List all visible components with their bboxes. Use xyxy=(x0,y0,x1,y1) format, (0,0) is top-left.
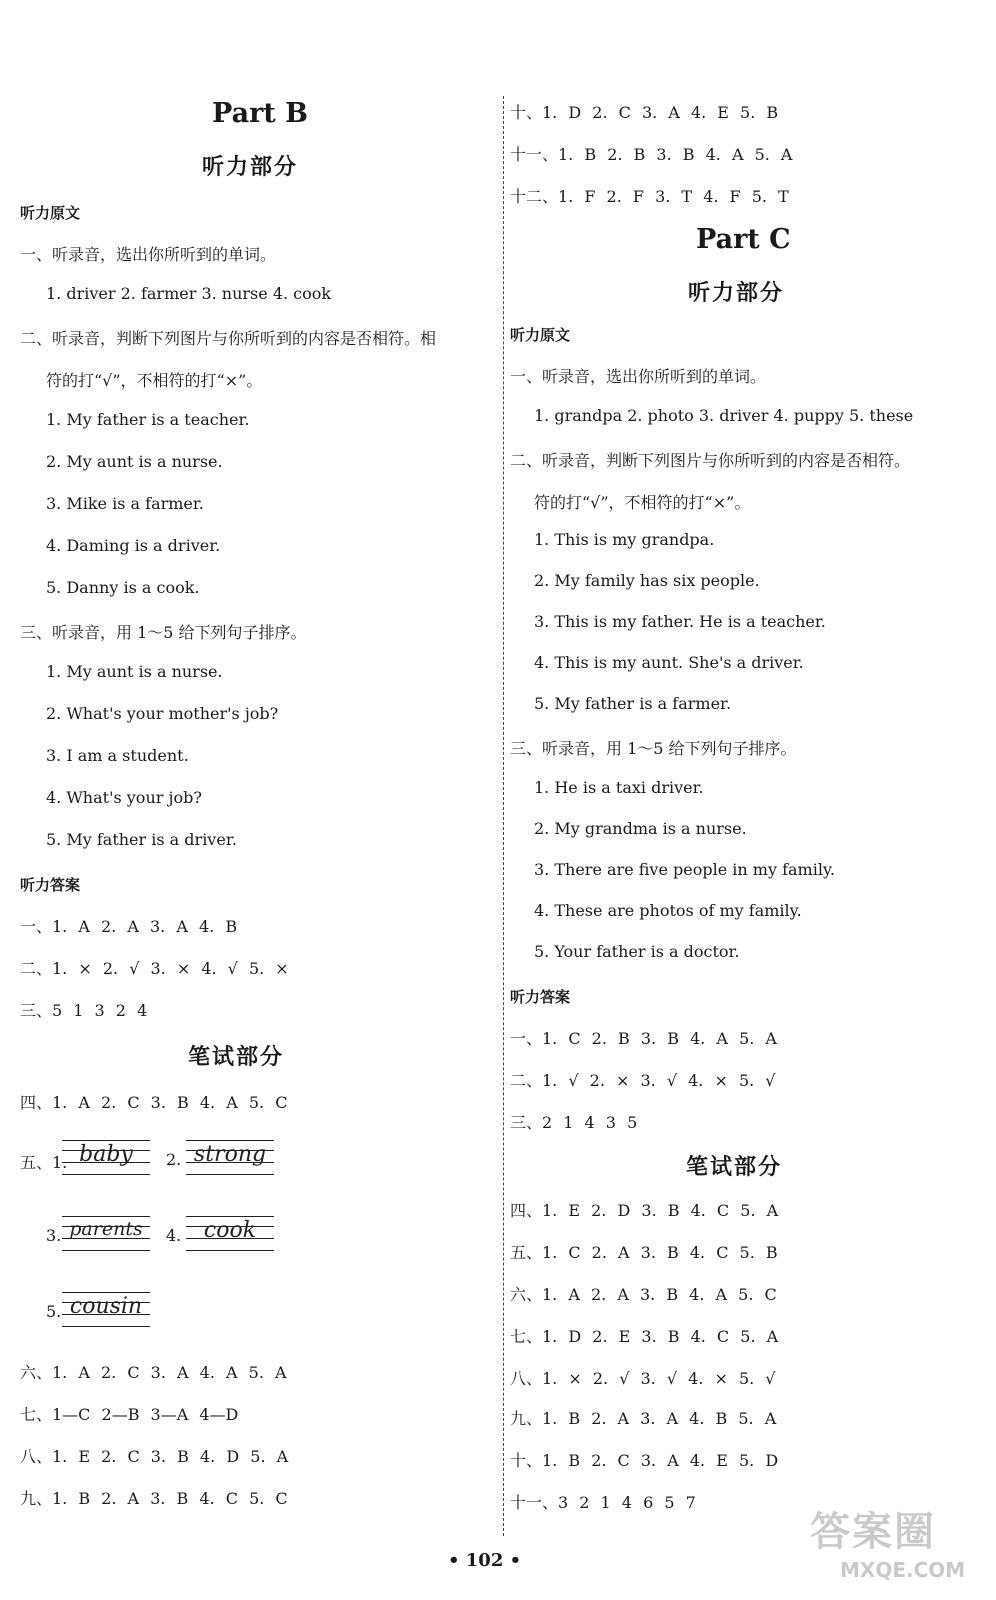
listening-answers-heading: 听力答案 xyxy=(510,988,571,1006)
question-2-instruction-line1: 二、听录音，判断下列图片与你所听到的内容是否相符。相 xyxy=(20,329,437,348)
question-3-item: 4. These are photos of my family. xyxy=(534,901,802,920)
handwriting-box xyxy=(186,1140,274,1174)
watermark-logo xyxy=(800,1500,980,1590)
watermark-text: 答案圈 xyxy=(810,1509,936,1555)
handwritten-word: strong xyxy=(193,1142,267,1167)
item-number: 3. xyxy=(46,1226,62,1245)
answer-row: 八、1. × 2. √ 3. √ 4. × 5. √ xyxy=(510,1369,776,1388)
answer-row: 二、1. √ 2. × 3. √ 4. × 5. √ xyxy=(510,1071,776,1090)
written-section-heading: 笔试部分 xyxy=(686,1154,783,1180)
answer-row: 九、1. B 2. A 3. B 4. C 5. C xyxy=(20,1489,288,1508)
question-2-item: 3. This is my father. He is a teacher. xyxy=(534,612,826,631)
listening-answers-heading: 听力答案 xyxy=(20,876,81,894)
answer-row: 十、1. D 2. C 3. A 4. E 5. B xyxy=(510,103,779,122)
question-3-item: 3. There are five people in my family. xyxy=(534,860,835,879)
answer-row: 三、5 1 3 2 4 xyxy=(20,1001,148,1020)
answer-row: 七、1—C 2—B 3—A 4—D xyxy=(20,1405,239,1424)
section-5-label: 五、1. xyxy=(20,1153,68,1172)
answer-row: 四、1. A 2. C 3. B 4. A 5. C xyxy=(20,1093,288,1112)
listening-script-heading: 听力原文 xyxy=(510,326,571,344)
question-3-item: 1. He is a taxi driver. xyxy=(534,778,704,797)
handwritten-word: cook xyxy=(203,1218,257,1243)
question-1-instruction: 一、听录音，选出你所听到的单词。 xyxy=(20,245,277,264)
answer-row: 十、1. B 2. C 3. A 4. E 5. D xyxy=(510,1451,779,1470)
question-2-item: 1. This is my grandpa. xyxy=(534,530,715,549)
answer-row: 十一、3 2 1 4 6 5 7 xyxy=(510,1493,696,1512)
answer-row: 四、1. E 2. D 3. B 4. C 5. A xyxy=(510,1201,779,1220)
part-c-title: Part C xyxy=(696,224,791,255)
question-2-item: 3. Mike is a farmer. xyxy=(46,494,204,513)
handwriting-box xyxy=(62,1140,150,1174)
handwriting-box xyxy=(62,1216,150,1250)
answer-row: 九、1. B 2. A 3. A 4. B 5. A xyxy=(510,1409,777,1428)
question-1-words: 1. driver 2. farmer 3. nurse 4. cook xyxy=(46,284,332,303)
question-2-item: 1. My father is a teacher. xyxy=(46,410,250,429)
question-2-item: 2. My aunt is a nurse. xyxy=(46,452,223,471)
question-2-instruction-line2: 符的打“√”，不相符的打“×”。 xyxy=(46,371,263,390)
part-b-title: Part B xyxy=(212,98,308,129)
question-3-item: 3. I am a student. xyxy=(46,746,189,765)
question-3-item: 4. What's your job? xyxy=(46,788,202,807)
question-1-words: 1. grandpa 2. photo 3. driver 4. puppy 5. these xyxy=(534,406,914,425)
answer-row: 二、1. × 2. √ 3. × 4. √ 5. × xyxy=(20,959,289,978)
item-number: 4. xyxy=(166,1226,182,1245)
handwriting-box xyxy=(62,1292,150,1326)
answer-row: 三、2 1 4 3 5 xyxy=(510,1113,638,1132)
question-2-instruction-line1: 二、听录音，判断下列图片与你所听到的内容是否相符。 xyxy=(510,451,911,470)
question-2-item: 4. This is my aunt. She's a driver. xyxy=(534,653,804,672)
question-3-item: 5. Your father is a doctor. xyxy=(534,942,740,961)
answer-row: 八、1. E 2. C 3. B 4. D 5. A xyxy=(20,1447,289,1466)
answer-row: 一、1. A 2. A 3. A 4. B xyxy=(20,917,238,936)
handwritten-word: cousin xyxy=(69,1294,143,1319)
answer-row: 一、1. C 2. B 3. B 4. A 5. A xyxy=(510,1029,777,1048)
answer-row: 六、1. A 2. C 3. A 4. A 5. A xyxy=(20,1363,287,1382)
answer-row: 十一、1. B 2. B 3. B 4. A 5. A xyxy=(510,145,793,164)
question-2-item: 4. Daming is a driver. xyxy=(46,536,221,555)
watermark-url: MXQE.COM xyxy=(840,1558,966,1582)
handwritten-word: baby xyxy=(79,1142,133,1167)
listening-section-heading: 听力部分 xyxy=(688,280,785,306)
question-2-instruction-line2: 符的打“√”，不相符的打“×”。 xyxy=(534,493,751,512)
question-1-instruction: 一、听录音，选出你所听到的单词。 xyxy=(510,367,767,386)
listening-script-heading: 听力原文 xyxy=(20,204,81,222)
column-divider xyxy=(503,96,504,1536)
listening-section-heading: 听力部分 xyxy=(202,154,299,180)
item-number: 2. xyxy=(166,1150,182,1169)
question-3-instruction: 三、听录音，用 1～5 给下列句子排序。 xyxy=(20,623,307,642)
written-section-heading: 笔试部分 xyxy=(188,1044,285,1070)
question-3-item: 1. My aunt is a nurse. xyxy=(46,662,223,681)
question-3-item: 2. My grandma is a nurse. xyxy=(534,819,747,838)
question-3-item: 5. My father is a driver. xyxy=(46,830,237,849)
answer-row: 七、1. D 2. E 3. B 4. C 5. A xyxy=(510,1327,779,1346)
answer-row: 五、1. C 2. A 3. B 4. C 5. B xyxy=(510,1243,778,1262)
handwritten-word: parents xyxy=(69,1218,143,1240)
question-3-instruction: 三、听录音，用 1～5 给下列句子排序。 xyxy=(510,739,797,758)
question-2-item: 2. My family has six people. xyxy=(534,571,760,590)
question-3-item: 2. What's your mother's job? xyxy=(46,704,279,723)
question-2-item: 5. Danny is a cook. xyxy=(46,578,200,597)
answer-row: 六、1. A 2. A 3. B 4. A 5. C xyxy=(510,1285,777,1304)
handwriting-box xyxy=(186,1216,274,1250)
page-number: • 102 • xyxy=(448,1550,522,1571)
question-2-item: 5. My father is a farmer. xyxy=(534,694,732,713)
item-number: 5. xyxy=(46,1302,62,1321)
answer-row: 十二、1. F 2. F 3. T 4. F 5. T xyxy=(510,187,789,206)
